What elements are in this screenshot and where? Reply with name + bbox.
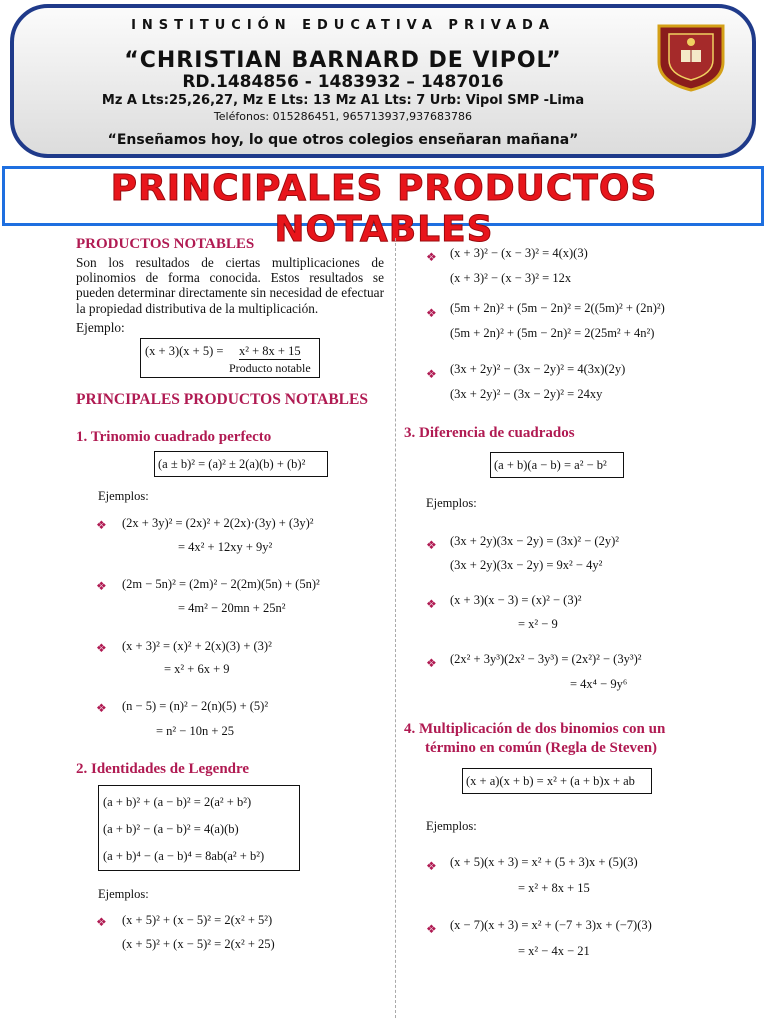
intro-example-caption: Producto notable bbox=[229, 361, 311, 375]
s2-ex3-line1: (5m + 2n)² + (5m − 2n)² = 2((5m)² + (2n)²) bbox=[450, 301, 665, 315]
intro-heading: PRODUCTOS NOTABLES bbox=[76, 236, 255, 252]
bullet-icon: ❖ bbox=[426, 306, 437, 320]
s3-ex2-line1: (x + 3)(x − 3) = (x)² − (3)² bbox=[450, 593, 582, 607]
bullet-icon: ❖ bbox=[96, 701, 107, 715]
s4-ex1-line2: = x² + 8x + 15 bbox=[518, 881, 590, 895]
intro-example-label: Ejemplo: bbox=[76, 320, 125, 335]
s3-formula: (a + b)(a − b) = a² − b² bbox=[494, 458, 607, 472]
intro-example-left: (x + 3)(x + 5) = bbox=[145, 344, 224, 358]
school-address: Mz A Lts:25,26,27, Mz E Lts: 13 Mz A1 Lts: 7 Urb: Vipol SMP -Lima bbox=[101, 93, 585, 108]
s4-ex1-line1: (x + 5)(x + 3) = x² + (5 + 3)x + (5)(3) bbox=[450, 855, 638, 869]
intro-example-box bbox=[140, 338, 320, 378]
school-motto: “Enseñamos hoy, lo que otros colegios enseñaran mañana” bbox=[107, 132, 579, 148]
s4-ejemplos-label: Ejemplos: bbox=[426, 819, 477, 833]
s2-ex2-line2: (x + 3)² − (x − 3)² = 12x bbox=[450, 271, 572, 285]
s2-ex2-line1: (x + 3)² − (x − 3)² = 4(x)(3) bbox=[450, 246, 588, 260]
s1-ex3-line1: (x + 3)² = (x)² + 2(x)(3) + (3)² bbox=[122, 639, 272, 653]
s4-formula-box bbox=[462, 768, 652, 794]
s2-ex1-line2: (x + 5)² + (x − 5)² = 2(x² + 25) bbox=[122, 937, 275, 951]
s1-ex3-line2: = x² + 6x + 9 bbox=[164, 662, 230, 676]
s2-ex4-line1: (3x + 2y)² − (3x − 2y)² = 4(3x)(2y) bbox=[450, 362, 626, 376]
s1-ex1-line1: (2x + 3y)² = (2x)² + 2(2x)·(3y) + (3y)² bbox=[122, 516, 314, 530]
page-title: PRINCIPALES PRODUCTOS NOTABLES bbox=[110, 168, 658, 250]
s1-heading: 1. Trinomio cuadrado perfecto bbox=[76, 429, 272, 445]
bullet-icon: ❖ bbox=[426, 859, 437, 873]
s2-formula-2: (a + b)² − (a − b)² = 4(a)(b) bbox=[103, 822, 239, 836]
bullet-icon: ❖ bbox=[426, 597, 437, 611]
s2-formula-3: (a + b)⁴ − (a − b)⁴ = 8ab(a² + b²) bbox=[103, 849, 265, 863]
intro-paragraph: Son los resultados de ciertas multiplicaciones de polinomios de forma conocida. Estos resultados se pueden determinar directamente sin necesidad de efectuar la propiedad distributiva de la multiplicación. bbox=[76, 255, 384, 316]
s3-ex3-line1: (2x² + 3y³)(2x² − 3y³) = (2x²)² − (3y³)² bbox=[450, 652, 642, 666]
resolution-numbers: RD.1484856 - 1483932 – 1487016 bbox=[182, 72, 504, 92]
s3-ejemplos-label: Ejemplos: bbox=[426, 496, 477, 510]
s4-ex2-line2: = x² − 4x − 21 bbox=[518, 944, 590, 958]
s3-ex1-line2: (3x + 2y)(3x − 2y) = 9x² − 4y² bbox=[450, 558, 603, 572]
bullet-icon: ❖ bbox=[96, 579, 107, 593]
bullet-icon: ❖ bbox=[96, 915, 107, 929]
bullet-icon: ❖ bbox=[96, 518, 107, 532]
intro-example-right: x² + 8x + 15 bbox=[239, 344, 301, 358]
s1-ex2-line1: (2m − 5n)² = (2m)² − 2(2m)(5n) + (5n)² bbox=[122, 577, 320, 591]
institution-label: INSTITUCIÓN EDUCATIVA PRIVADA bbox=[131, 18, 555, 33]
s1-ejemplos-label: Ejemplos: bbox=[98, 489, 149, 503]
s3-formula-box bbox=[490, 452, 624, 478]
s3-ex2-line2: = x² − 9 bbox=[518, 617, 558, 631]
s1-ex2-line2: = 4m² − 20mn + 25n² bbox=[178, 601, 286, 615]
s3-ex3-line2: = 4x⁴ − 9y⁶ bbox=[570, 677, 628, 691]
school-header bbox=[10, 4, 756, 158]
bullet-icon: ❖ bbox=[426, 250, 437, 264]
s3-ex1-line1: (3x + 2y)(3x − 2y) = (3x)² − (2y)² bbox=[450, 534, 619, 548]
s2-heading: 2. Identidades de Legendre bbox=[76, 761, 250, 777]
s1-ex4-line1: (n − 5) = (n)² − 2(n)(5) + (5)² bbox=[122, 699, 269, 713]
s2-ex3-line2: (5m + 2n)² + (5m − 2n)² = 2(25m² + 4n²) bbox=[450, 326, 655, 340]
s2-formula-box bbox=[98, 785, 300, 871]
column-divider bbox=[395, 238, 396, 1018]
bullet-icon: ❖ bbox=[96, 641, 107, 655]
s1-ex1-line2: = 4x² + 12xy + 9y² bbox=[178, 540, 273, 554]
s4-formula: (x + a)(x + b) = x² + (a + b)x + ab bbox=[466, 774, 635, 788]
s4-ex2-line1: (x − 7)(x + 3) = x² + (−7 + 3)x + (−7)(3) bbox=[450, 918, 652, 932]
s1-ex4-line2: = n² − 10n + 25 bbox=[156, 724, 235, 738]
s4-heading-line1: 4. Multiplicación de dos binomios con un bbox=[404, 721, 666, 737]
s2-ejemplos-label: Ejemplos: bbox=[98, 887, 149, 901]
school-crest-logo bbox=[655, 22, 727, 92]
s3-heading: 3. Diferencia de cuadrados bbox=[404, 425, 575, 441]
school-name: “CHRISTIAN BARNARD DE VIPOL” bbox=[124, 48, 562, 73]
s1-formula: (a ± b)² = (a)² ± 2(a)(b) + (b)² bbox=[158, 457, 306, 471]
s1-formula-box bbox=[154, 451, 328, 477]
bullet-icon: ❖ bbox=[426, 656, 437, 670]
bullet-icon: ❖ bbox=[426, 922, 437, 936]
s2-ex1-line1: (x + 5)² + (x − 5)² = 2(x² + 5²) bbox=[122, 913, 273, 927]
s2-ex4-line2: (3x + 2y)² − (3x − 2y)² = 24xy bbox=[450, 387, 603, 401]
school-phones: Teléfonos: 015286451, 965713937,937683786 bbox=[213, 110, 473, 123]
s4-heading-line2: término en común (Regla de Steven) bbox=[425, 740, 658, 756]
section-heading: PRINCIPALES PRODUCTOS NOTABLES bbox=[76, 391, 368, 408]
bullet-icon: ❖ bbox=[426, 538, 437, 552]
s2-formula-1: (a + b)² + (a − b)² = 2(a² + b²) bbox=[103, 795, 252, 809]
bullet-icon: ❖ bbox=[426, 367, 437, 381]
